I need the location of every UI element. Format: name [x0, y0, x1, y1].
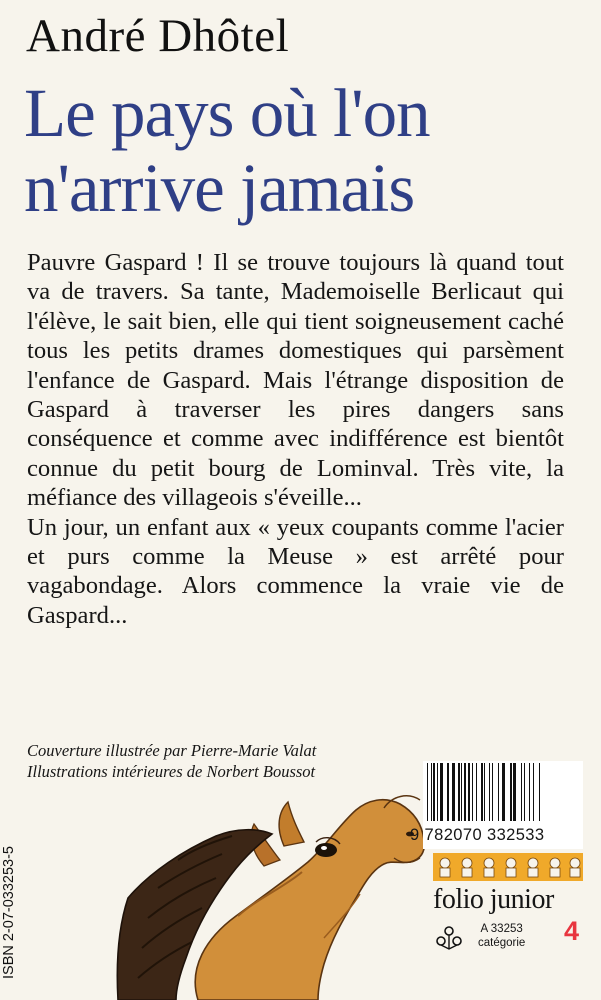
author-name: André Dhôtel	[26, 10, 290, 62]
blurb-paragraph-1: Pauvre Gaspard ! Il se trouve toujours là quand tout va de travers. Sa tante, Mademoiselle Berlicaut qui l'élève, le sait bien, elle qui tient soigneusement caché tous les petits drames domestiques qui parsèment l'enfance de Gaspard. Mais l'étrange disposition de Gaspard à traverser les pires dangers sans conséquence et comme avec indifférence est bientôt connue du petit bourg de Lominval. Très vite, la méfiance des villageois s'éveille...	[27, 249, 564, 512]
gallimard-logo-icon	[434, 925, 464, 951]
title-line-2: n'arrive jamais	[24, 150, 415, 226]
title-line-1: Le pays où l'on	[24, 75, 430, 151]
horse-illustration	[88, 788, 428, 1000]
interior-credit: Illustrations intérieures de Norbert Boussot	[27, 762, 316, 781]
book-blurb	[27, 248, 564, 630]
cover-credit: Couverture illustrée par Pierre-Marie Valat	[27, 741, 317, 760]
illustration-credits	[27, 740, 316, 782]
code-box	[478, 922, 525, 950]
barcode	[423, 761, 583, 823]
isbn-number: ISBN 2-07-033253-5	[1, 846, 17, 979]
category-number: 4	[564, 916, 580, 946]
folio-logo-strip	[433, 853, 583, 881]
book-title	[24, 76, 584, 226]
category-label: catégorie	[478, 937, 526, 949]
barcode-number: 9 782070 332533	[410, 826, 545, 844]
collection-name: folio junior	[433, 884, 554, 915]
book-code: A 33253	[480, 923, 523, 935]
blurb-paragraph-2: Un jour, un enfant aux « yeux coupants comme l'acier et purs comme la Meuse » est arrêté pour vagabondage. Alors commence la vraie vie de Gaspard...	[27, 513, 564, 629]
